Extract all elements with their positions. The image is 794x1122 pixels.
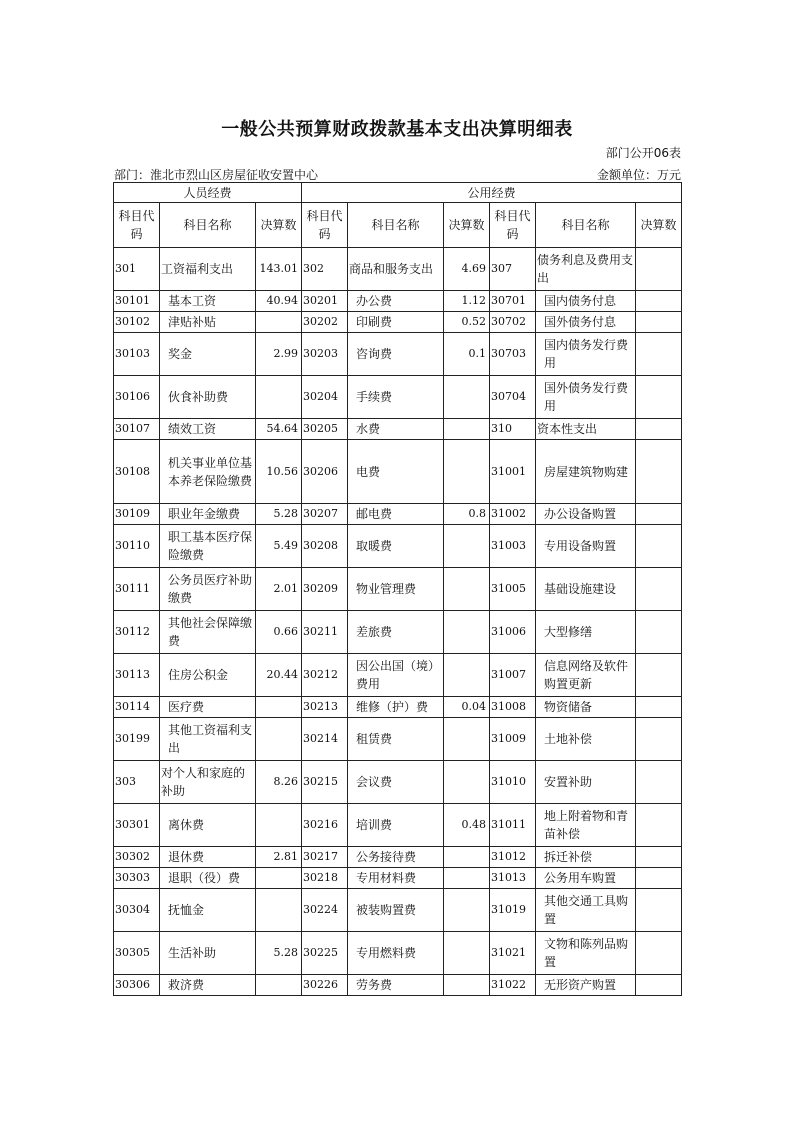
public-amount xyxy=(444,975,490,996)
capital-name: 基础设施建设 xyxy=(536,568,636,611)
personnel-amount xyxy=(256,975,302,996)
personnel-code: 30106 xyxy=(114,376,160,419)
personnel-code: 30114 xyxy=(114,697,160,718)
public-amount xyxy=(444,868,490,889)
public-code: 30202 xyxy=(302,312,348,333)
capital-code: 31003 xyxy=(490,525,536,568)
capital-code: 31008 xyxy=(490,697,536,718)
personnel-code: 30305 xyxy=(114,932,160,975)
capital-amount xyxy=(636,504,682,525)
personnel-amount xyxy=(256,718,302,761)
personnel-name: 退职（役）费 xyxy=(160,868,256,889)
capital-name: 债务利息及费用支出 xyxy=(536,248,636,291)
public-code: 30218 xyxy=(302,868,348,889)
personnel-name: 职业年金缴费 xyxy=(160,504,256,525)
capital-amount xyxy=(636,611,682,654)
table-row xyxy=(114,654,682,697)
personnel-name: 对个人和家庭的补助 xyxy=(160,761,256,804)
col-header-amount: 决算数 xyxy=(636,203,682,248)
public-name: 租赁费 xyxy=(348,718,444,761)
public-name: 差旅费 xyxy=(348,611,444,654)
personnel-amount: 10.56 xyxy=(256,440,302,504)
personnel-code: 30112 xyxy=(114,611,160,654)
public-name: 专用燃料费 xyxy=(348,932,444,975)
personnel-amount: 8.26 xyxy=(256,761,302,804)
capital-code: 310 xyxy=(490,419,536,440)
capital-amount xyxy=(636,333,682,376)
capital-amount xyxy=(636,312,682,333)
table-row xyxy=(114,419,682,440)
public-name: 咨询费 xyxy=(348,333,444,376)
public-code: 30212 xyxy=(302,654,348,697)
personnel-code: 303 xyxy=(114,761,160,804)
capital-code: 31009 xyxy=(490,718,536,761)
capital-name: 土地补偿 xyxy=(536,718,636,761)
personnel-name: 基本工资 xyxy=(160,291,256,312)
capital-name: 安置补助 xyxy=(536,761,636,804)
personnel-name: 其他社会保障缴费 xyxy=(160,611,256,654)
capital-name: 国外债务付息 xyxy=(536,312,636,333)
personnel-amount: 5.49 xyxy=(256,525,302,568)
public-name: 因公出国（境）费用 xyxy=(348,654,444,697)
public-code: 30225 xyxy=(302,932,348,975)
table-row xyxy=(114,248,682,291)
capital-amount xyxy=(636,889,682,932)
table-row xyxy=(114,333,682,376)
public-code: 30204 xyxy=(302,376,348,419)
public-amount xyxy=(444,440,490,504)
personnel-code: 30301 xyxy=(114,804,160,847)
public-amount xyxy=(444,718,490,761)
table-row xyxy=(114,804,682,847)
capital-name: 物资储备 xyxy=(536,697,636,718)
personnel-header: 人员经费 xyxy=(114,183,302,203)
public-code: 30206 xyxy=(302,440,348,504)
table-row xyxy=(114,440,682,504)
public-amount xyxy=(444,932,490,975)
public-amount xyxy=(444,654,490,697)
public-name: 专用材料费 xyxy=(348,868,444,889)
col-header-name: 科目名称 xyxy=(536,203,636,248)
capital-code: 31005 xyxy=(490,568,536,611)
personnel-name: 救济费 xyxy=(160,975,256,996)
col-header-amount: 决算数 xyxy=(444,203,490,248)
capital-name: 资本性支出 xyxy=(536,419,636,440)
personnel-amount xyxy=(256,312,302,333)
public-amount xyxy=(444,568,490,611)
capital-name: 公务用车购置 xyxy=(536,868,636,889)
public-name: 取暖费 xyxy=(348,525,444,568)
public-amount xyxy=(444,847,490,868)
capital-name: 专用设备购置 xyxy=(536,525,636,568)
personnel-name: 住房公积金 xyxy=(160,654,256,697)
public-name: 手续费 xyxy=(348,376,444,419)
public-code: 30209 xyxy=(302,568,348,611)
column-header-row xyxy=(114,203,682,248)
public-code: 30215 xyxy=(302,761,348,804)
personnel-amount xyxy=(256,376,302,419)
table-row xyxy=(114,932,682,975)
personnel-amount: 143.01 xyxy=(256,248,302,291)
capital-name: 房屋建筑物购建 xyxy=(536,440,636,504)
table-row xyxy=(114,312,682,333)
public-amount: 0.52 xyxy=(444,312,490,333)
personnel-name: 退休费 xyxy=(160,847,256,868)
capital-code: 31011 xyxy=(490,804,536,847)
public-amount xyxy=(444,761,490,804)
capital-name: 国内债务付息 xyxy=(536,291,636,312)
personnel-amount: 5.28 xyxy=(256,932,302,975)
capital-amount xyxy=(636,419,682,440)
capital-code: 30701 xyxy=(490,291,536,312)
capital-amount xyxy=(636,525,682,568)
capital-amount xyxy=(636,440,682,504)
table-row xyxy=(114,975,682,996)
capital-code: 31013 xyxy=(490,868,536,889)
public-amount xyxy=(444,376,490,419)
personnel-code: 30108 xyxy=(114,440,160,504)
public-amount xyxy=(444,419,490,440)
capital-code: 30703 xyxy=(490,333,536,376)
public-name: 办公费 xyxy=(348,291,444,312)
public-name: 水费 xyxy=(348,419,444,440)
department-label: 部门：淮北市烈山区房屋征收安置中心 xyxy=(114,168,319,182)
public-code: 30214 xyxy=(302,718,348,761)
col-header-code: 科目代码 xyxy=(302,203,348,248)
capital-amount xyxy=(636,847,682,868)
capital-code: 31019 xyxy=(490,889,536,932)
personnel-amount xyxy=(256,804,302,847)
col-header-code: 科目代码 xyxy=(114,203,160,248)
public-amount: 0.8 xyxy=(444,504,490,525)
personnel-code: 30302 xyxy=(114,847,160,868)
capital-name: 国内债务发行费用 xyxy=(536,333,636,376)
personnel-amount: 5.28 xyxy=(256,504,302,525)
personnel-name: 职工基本医疗保险缴费 xyxy=(160,525,256,568)
personnel-code: 30107 xyxy=(114,419,160,440)
personnel-name: 奖金 xyxy=(160,333,256,376)
personnel-name: 医疗费 xyxy=(160,697,256,718)
personnel-code: 30113 xyxy=(114,654,160,697)
personnel-code: 30303 xyxy=(114,868,160,889)
capital-amount xyxy=(636,868,682,889)
table-row xyxy=(114,611,682,654)
capital-name: 文物和陈列品购置 xyxy=(536,932,636,975)
personnel-name: 离休费 xyxy=(160,804,256,847)
capital-code: 31022 xyxy=(490,975,536,996)
capital-code: 307 xyxy=(490,248,536,291)
personnel-name: 工资福利支出 xyxy=(160,248,256,291)
public-code: 30216 xyxy=(302,804,348,847)
table-row xyxy=(114,889,682,932)
table-row xyxy=(114,868,682,889)
public-code: 30207 xyxy=(302,504,348,525)
col-header-name: 科目名称 xyxy=(348,203,444,248)
personnel-amount: 2.99 xyxy=(256,333,302,376)
public-name: 会议费 xyxy=(348,761,444,804)
public-name: 电费 xyxy=(348,440,444,504)
capital-name: 办公设备购置 xyxy=(536,504,636,525)
public-code: 30213 xyxy=(302,697,348,718)
capital-amount xyxy=(636,654,682,697)
col-header-code: 科目代码 xyxy=(490,203,536,248)
public-amount: 4.69 xyxy=(444,248,490,291)
capital-name: 大型修缮 xyxy=(536,611,636,654)
table-row xyxy=(114,291,682,312)
public-amount: 0.1 xyxy=(444,333,490,376)
personnel-name: 生活补助 xyxy=(160,932,256,975)
form-number: 部门公开06表 xyxy=(605,146,681,160)
personnel-name: 机关事业单位基本养老保险缴费 xyxy=(160,440,256,504)
public-amount: 1.12 xyxy=(444,291,490,312)
personnel-amount: 20.44 xyxy=(256,654,302,697)
personnel-amount: 0.66 xyxy=(256,611,302,654)
table-row xyxy=(114,376,682,419)
capital-name: 其他交通工具购置 xyxy=(536,889,636,932)
personnel-name: 绩效工资 xyxy=(160,419,256,440)
page-title: 一般公共预算财政拨款基本支出决算明细表 xyxy=(221,119,573,140)
public-name: 被装购置费 xyxy=(348,889,444,932)
table-row xyxy=(114,697,682,718)
capital-code: 30702 xyxy=(490,312,536,333)
public-amount xyxy=(444,525,490,568)
capital-name: 地上附着物和青苗补偿 xyxy=(536,804,636,847)
public-amount xyxy=(444,889,490,932)
personnel-amount: 2.01 xyxy=(256,568,302,611)
unit-label: 金额单位：万元 xyxy=(596,168,681,182)
personnel-code: 30199 xyxy=(114,718,160,761)
group-header-row xyxy=(114,183,682,203)
personnel-amount xyxy=(256,697,302,718)
expenditure-table xyxy=(113,182,682,996)
public-header: 公用经费 xyxy=(302,183,682,203)
capital-code: 31006 xyxy=(490,611,536,654)
personnel-name: 津贴补贴 xyxy=(160,312,256,333)
capital-amount xyxy=(636,932,682,975)
capital-amount xyxy=(636,248,682,291)
public-code: 30211 xyxy=(302,611,348,654)
personnel-code: 30109 xyxy=(114,504,160,525)
capital-name: 信息网络及软件购置更新 xyxy=(536,654,636,697)
capital-name: 拆迁补偿 xyxy=(536,847,636,868)
capital-amount xyxy=(636,697,682,718)
personnel-code: 30111 xyxy=(114,568,160,611)
personnel-amount: 54.64 xyxy=(256,419,302,440)
capital-amount xyxy=(636,761,682,804)
public-amount: 0.48 xyxy=(444,804,490,847)
public-name: 邮电费 xyxy=(348,504,444,525)
capital-amount xyxy=(636,975,682,996)
public-code: 30205 xyxy=(302,419,348,440)
personnel-amount xyxy=(256,868,302,889)
public-code: 30208 xyxy=(302,525,348,568)
public-code: 302 xyxy=(302,248,348,291)
public-name: 商品和服务支出 xyxy=(348,248,444,291)
col-header-name: 科目名称 xyxy=(160,203,256,248)
public-name: 公务接待费 xyxy=(348,847,444,868)
capital-code: 31012 xyxy=(490,847,536,868)
public-name: 培训费 xyxy=(348,804,444,847)
personnel-code: 30102 xyxy=(114,312,160,333)
public-code: 30226 xyxy=(302,975,348,996)
capital-name: 无形资产购置 xyxy=(536,975,636,996)
personnel-name: 伙食补助费 xyxy=(160,376,256,419)
personnel-amount xyxy=(256,889,302,932)
capital-code: 31021 xyxy=(490,932,536,975)
capital-amount xyxy=(636,291,682,312)
public-name: 维修（护）费 xyxy=(348,697,444,718)
public-name: 劳务费 xyxy=(348,975,444,996)
public-amount xyxy=(444,611,490,654)
capital-code: 31001 xyxy=(490,440,536,504)
capital-code: 31002 xyxy=(490,504,536,525)
capital-amount xyxy=(636,804,682,847)
personnel-amount: 40.94 xyxy=(256,291,302,312)
personnel-code: 301 xyxy=(114,248,160,291)
capital-code: 31010 xyxy=(490,761,536,804)
personnel-code: 30103 xyxy=(114,333,160,376)
personnel-amount: 2.81 xyxy=(256,847,302,868)
public-code: 30224 xyxy=(302,889,348,932)
public-amount: 0.04 xyxy=(444,697,490,718)
capital-amount xyxy=(636,376,682,419)
table-row xyxy=(114,761,682,804)
table-row xyxy=(114,504,682,525)
table-row xyxy=(114,718,682,761)
capital-name: 国外债务发行费用 xyxy=(536,376,636,419)
capital-amount xyxy=(636,568,682,611)
personnel-name: 公务员医疗补助缴费 xyxy=(160,568,256,611)
capital-code: 30704 xyxy=(490,376,536,419)
personnel-code: 30110 xyxy=(114,525,160,568)
personnel-name: 其他工资福利支出 xyxy=(160,718,256,761)
personnel-code: 30304 xyxy=(114,889,160,932)
public-name: 物业管理费 xyxy=(348,568,444,611)
table-row xyxy=(114,568,682,611)
capital-amount xyxy=(636,718,682,761)
personnel-name: 抚恤金 xyxy=(160,889,256,932)
capital-code: 31007 xyxy=(490,654,536,697)
public-code: 30217 xyxy=(302,847,348,868)
table-row xyxy=(114,525,682,568)
personnel-code: 30306 xyxy=(114,975,160,996)
col-header-amount: 决算数 xyxy=(256,203,302,248)
public-name: 印刷费 xyxy=(348,312,444,333)
public-code: 30203 xyxy=(302,333,348,376)
public-code: 30201 xyxy=(302,291,348,312)
personnel-code: 30101 xyxy=(114,291,160,312)
table-row xyxy=(114,847,682,868)
